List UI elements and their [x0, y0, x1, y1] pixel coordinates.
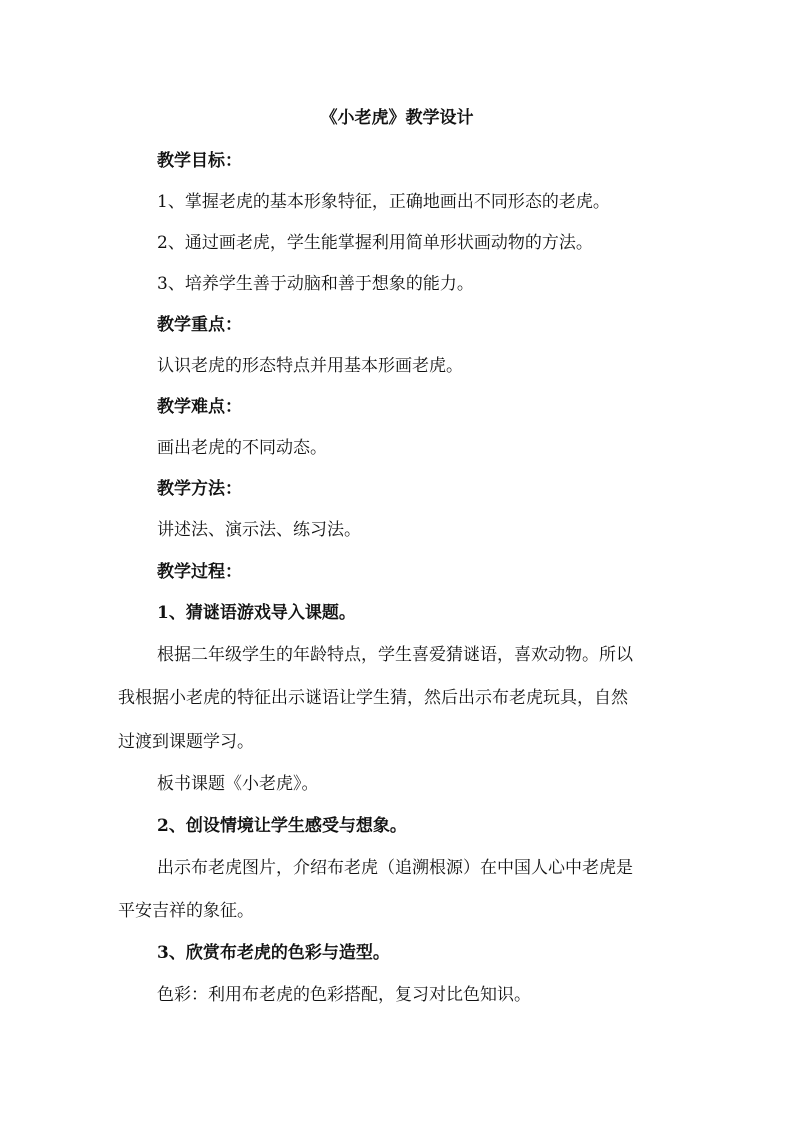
step-3-heading: 3、欣赏布老虎的色彩与造型。: [157, 943, 390, 963]
step-1-paragraph-line-1: 根据二年级学生的年龄特点，学生喜爱猜谜语，喜欢动物。所以: [157, 645, 633, 665]
method-text: 讲述法、演示法、练习法。: [157, 520, 361, 540]
goal-item-2: 2、通过画老虎，学生能掌握利用简单形状画动物的方法。: [157, 233, 593, 253]
difficulty-heading: 教学难点：: [157, 397, 242, 417]
step-2-paragraph-line-1: 出示布老虎图片，介绍布老虎（追溯根源）在中国人心中老虎是: [157, 858, 633, 878]
step-1-heading: 1、猜谜语游戏导入课题。: [157, 603, 356, 623]
method-heading: 教学方法：: [157, 479, 242, 499]
key-points-text: 认识老虎的形态特点并用基本形画老虎。: [157, 356, 463, 376]
document-title: 《小老虎》教学设计: [320, 108, 474, 128]
step-2-heading: 2、创设情境让学生感受与想象。: [157, 816, 407, 836]
goal-item-1: 1、掌握老虎的基本形象特征，正确地画出不同形态的老虎。: [157, 192, 610, 212]
step-1-paragraph-line-2: 我根据小老虎的特征出示谜语让学生猜，然后出示布老虎玩具，自然: [118, 688, 628, 708]
process-heading: 教学过程：: [157, 562, 242, 582]
difficulty-text: 画出老虎的不同动态。: [157, 438, 327, 458]
step-2-paragraph-line-2: 平安吉祥的象征。: [118, 901, 254, 921]
step-1-board-note: 板书课题《小老虎》。: [157, 774, 319, 794]
goal-item-3: 3、培养学生善于动脑和善于想象的能力。: [157, 274, 474, 294]
key-points-heading: 教学重点：: [157, 315, 242, 335]
step-1-paragraph-line-3: 过渡到课题学习。: [118, 732, 254, 752]
goals-heading: 教学目标：: [157, 151, 242, 171]
step-3-color-text: 色彩：利用布老虎的色彩搭配，复习对比色知识。: [157, 985, 531, 1005]
